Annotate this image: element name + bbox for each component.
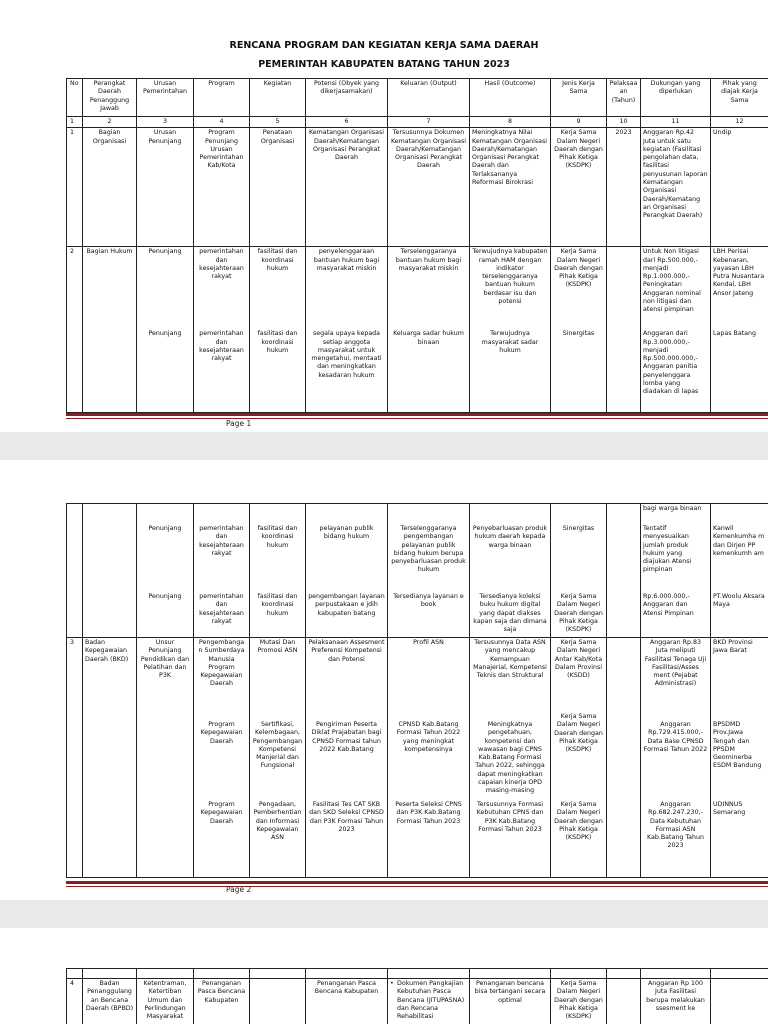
col-number: 9: [551, 117, 607, 128]
cell-dukungan: [641, 504, 711, 638]
cell-dukungan: [641, 247, 711, 413]
cell-program: Program Penunjang Urusan Pemerintahan Kab/Kota: [194, 128, 250, 247]
col-header-dukungan: Dukungan yang diperlukan: [641, 79, 711, 117]
page-number: Page 2: [226, 885, 252, 894]
cell-keluaran: Tersusunnya Dokumen Kematangan Organisasi Daerah/Kematangan Organisasi Perangkat Daerah: [388, 128, 470, 247]
cell-pihak-text: BPSDMD Prov.Jawa Tengah dan PPSDM Geominerba ESDM Bandung: [713, 721, 762, 770]
cell-kegiatan: Penataan Organisasi: [250, 128, 306, 247]
spacer: [390, 505, 467, 525]
cell-pd-text: Badan Kepegawaian Daerah (BKD): [85, 639, 129, 663]
cell-kegiatan-text: Sertifikasi, Kelembagaan, Pengembangan Kompetensi Manjerial dan Fungsional: [252, 721, 303, 770]
cell-keluaran-text: Profil ASN: [413, 639, 444, 646]
cell-urusan: [137, 638, 194, 878]
cell-jenis-text: Kerja Sama Dalam Negeri Daerah dengan Pihak Ketiga (KSDPK): [554, 248, 603, 289]
cell-jenis: [551, 247, 607, 413]
document-page-3: [0, 928, 768, 1024]
cell-keluaran-text: Peserta Seleksi CPNS dan P3K Kab.Batang Formasi Tahun 2023: [395, 801, 462, 825]
cell-dukungan: [641, 638, 711, 878]
cell-potensi-text: penyelenggaraan bantuan hukum bagi masyarakat miskin: [313, 248, 380, 272]
col-header-tahun: Pelaksaaan (Tahun): [607, 79, 641, 117]
cell-pd-text: Bagian Hukum: [86, 248, 133, 256]
document-page-2: [0, 460, 768, 900]
cell-pd: [83, 504, 137, 638]
cell-potensi-text: Pengiriman Peserta Diklat Prajabatan bagi CPNSD Formasi tahun 2022 Kab.Batang: [311, 721, 382, 753]
cell-program-text: pemerintahan dan kesejahteraan rakyat: [199, 248, 244, 281]
footer-rule-thin: [66, 886, 768, 887]
cell-potensi: Kematangan Organisasi Daerah/Kematangan Organisasi Perangkat Daerah: [306, 128, 388, 247]
cell-potensi: [306, 504, 388, 638]
cell-kegiatan-text: Pengadaan, Pemberhentian dan Informasi Kepegawaian ASN: [253, 801, 302, 842]
program-table-page-3: [66, 968, 768, 1024]
cell-program: [194, 247, 250, 413]
footer-rule: [66, 881, 768, 884]
cell-urusan: Urusan Penunjang: [137, 128, 194, 247]
cell-empty: [137, 969, 194, 979]
cell-program: [194, 504, 250, 638]
cell-jenis: Kerja Sama Dalam Negeri Daerah dengan Pihak Ketiga (KSDPK): [551, 979, 607, 1024]
cell-kegiatan: [250, 979, 306, 1024]
header-row: [67, 79, 768, 117]
cell-dukungan-text: Anggaran Rp.682.247.230,- Data Kebutuhan Formasi ASN Kab.Batang Tahun 2023: [646, 801, 704, 850]
cell-keluaran-text: Dokumen Pangkajian Kebutuhan Pasca Bencana (JITUPASNA) dan Rencana Rehabilitasi: [397, 980, 465, 1021]
col-number: 12: [711, 117, 768, 128]
cell-kegiatan-text: fasilitasi dan koordinasi hukum: [257, 330, 298, 354]
cell-hasil-text: Tersusunnya Formasi Kebutuhan CPNS dan P3K Kab.Batang Formasi Tahun 2023: [476, 801, 544, 833]
cell-potensi-text: segala upaya kepada setiap anggota masyarakat untuk mengetahui, mentaati dan meningkatkan kesadaran hukum: [311, 330, 382, 379]
cell-dukungan-text: Anggaran Rp.83 Juta meliputi Fasilitasi Tenaga Uji Fasilitasi/Asses ment (Pejabat Administrasi): [644, 639, 707, 688]
cell-dukungan-text: Untuk Non litigasi dari Rp.500.000,- menjadi Rp.1.000.000,- Peningkatan Anggaran nominal non litigasi dan atensi pimpinan: [643, 248, 701, 314]
cell-program-text: Program Kepegawaian Daerah: [200, 721, 243, 745]
cell-potensi-text: Fasilitasi Tes CAT SKB dan SKD Seleksi CPNSD dan P3K Formasi Tahun 2023: [309, 801, 384, 833]
col-number: 6: [306, 117, 388, 128]
col-header-pihak: Pihak yang diajak Kerja Sama: [711, 79, 768, 117]
spacer: [139, 505, 191, 525]
cell-hasil-text: Meningkatnya pengetahuan, kompetensi dan wawasan bagi CPNS Kab.Batang Formasi Tahun 2022, sehingga dapat meningkatkan capaian kinerja OPD masing-masing: [475, 721, 545, 795]
cell-program-text: Program Kepegawaian Daerah: [200, 801, 243, 825]
cell-kegiatan-text: fasilitasi dan koordinasi hukum: [257, 525, 298, 549]
cell-dukungan-carry: bagi warga binaan: [643, 505, 702, 512]
cell-pihak-text: Lapas Batang: [713, 330, 756, 338]
cell-empty: [641, 969, 711, 979]
cell-tahun: [607, 504, 641, 638]
cell-pihak: [711, 638, 768, 878]
cell-urusan: [137, 504, 194, 638]
cell-empty: [551, 969, 607, 979]
cell-dukungan-text: Anggaran dari Rp.3.000.000,- menjadi Rp.500.000.000,- Anggaran panitia penyelenggara lomba yang diadakan di lapas: [643, 330, 699, 396]
cell-jenis-text: Kerja Sama Dalam Negeri Antar Kab/Kota Dalam Provinsi (KSDD): [554, 639, 603, 680]
spacer: [713, 505, 766, 525]
table-row: [67, 979, 768, 1024]
cell-pd: Badan Penanggulang an Bencana Daerah (BPBD): [83, 979, 137, 1024]
table-row: [67, 128, 768, 247]
cell-empty: [194, 969, 250, 979]
cell-pd: [83, 638, 137, 878]
column-number-row: [67, 117, 768, 128]
cell-pd: [83, 247, 137, 413]
cell-pihak-text: Kanwil Kemenkumha m dan Dirjen PP kemenkumh am: [713, 525, 765, 557]
cell-urusan-text: Penunjang: [148, 330, 182, 338]
col-number: 3: [137, 117, 194, 128]
cell-empty: [388, 969, 470, 979]
cell-hasil-text: Tersusunnya Data ASN yang mencakup Kemampuan Manajerial, Kompetensi Teknis dan Struktural: [473, 639, 547, 680]
col-header-kegiatan: Kegiatan: [250, 79, 306, 117]
program-table-page-1: [66, 78, 768, 413]
cell-hasil-text: Terwujudnya kabupaten ramah HAM dengan indikator terselenggaranya bantuan hukum berdasar isu dan potensi: [472, 248, 548, 306]
cell-potensi: Penanganan Pasca Bencana Kabupaten: [306, 979, 388, 1024]
col-number: 1: [67, 117, 83, 128]
cell-keluaran-text: Keluarga sadar hukum binaan: [393, 330, 464, 346]
cell-kegiatan-text: fasilitasi dan koordinasi hukum: [257, 593, 298, 617]
cell-urusan-text: Penunjang: [148, 248, 182, 256]
cell-empty: [470, 969, 551, 979]
cell-empty: [83, 969, 137, 979]
cell-empty: [250, 969, 306, 979]
cell-no: [67, 504, 83, 638]
cell-potensi-text: pengembangan layanan perpustakaan e jdih kabupaten batang: [308, 593, 385, 617]
cell-kegiatan: [250, 504, 306, 638]
cell-hasil-text: Terwujudnya masyarakat sadar hukum: [481, 330, 539, 354]
cell-hasil: [470, 247, 551, 413]
spacer: [472, 505, 548, 525]
col-header-hasil: Hasil (Outcome): [470, 79, 551, 117]
footer-rule: [66, 413, 768, 416]
cell-dukungan-text: Rp.6.000.000,- Anggaran dan Atensi Pimpinan: [643, 593, 694, 617]
spacer: [196, 505, 247, 525]
cell-urusan-text: Penunjang: [148, 593, 182, 600]
cell-jenis-text: Kerja Sama Dalam Negeri Daerah dengan Pihak Ketiga (KSDPK): [554, 593, 603, 634]
cell-pihak-text: UDINNUS Semarang: [713, 801, 746, 817]
cell-kegiatan-text: Mutasi Dan Promosi ASN: [257, 639, 298, 655]
col-number: 2: [83, 117, 137, 128]
cell-no: [67, 638, 83, 878]
cell-keluaran-text: Tersedianya layanan e book: [393, 593, 464, 609]
cell-jenis: [551, 504, 607, 638]
cell-kegiatan: [250, 247, 306, 413]
cell-empty: [711, 969, 768, 979]
cell-jenis-text: Sinergitas: [562, 525, 595, 532]
col-header-urusan: Urusan Pemerintahan: [137, 79, 194, 117]
cell-pihak: [711, 504, 768, 638]
cell-keluaran-text: CPNSD Kab.Batang Formasi Tahun 2022 yang meningkat kompetensinya: [396, 721, 461, 753]
program-table-page-2: [66, 503, 768, 878]
cell-jenis: [551, 638, 607, 878]
spacer: [252, 505, 303, 525]
cell-no: 4: [67, 979, 83, 1024]
cell-dukungan-text: Tentatif menyesuaikan jumlah produk hukum yang diajukan Atensi pimpinan: [643, 525, 692, 574]
document-page-1: [0, 0, 768, 432]
cell-program-text: pemerintahan dan kesejahteraan rakyat: [199, 525, 244, 557]
cell-program: [194, 638, 250, 878]
bullet-icon: •: [390, 980, 394, 987]
col-number: 11: [641, 117, 711, 128]
cell-empty: [306, 969, 388, 979]
cell-tahun: [607, 247, 641, 413]
cell-pihak: [711, 979, 768, 1024]
cell-empty: [607, 969, 641, 979]
col-number: 10: [607, 117, 641, 128]
cell-hasil-text: Penyebarluasan produk hukum daerah kepada warga binaan: [472, 525, 548, 549]
cell-potensi: [306, 638, 388, 878]
cell-program-text: pemerintahan dan kesejahteraan rakyat: [199, 593, 244, 625]
col-header-no: No: [67, 79, 83, 117]
table-row: [67, 504, 768, 638]
cell-keluaran: [388, 638, 470, 878]
cell-keluaran: [388, 979, 470, 1024]
cell-jenis: Kerja Sama Dalam Negeri Daerah dengan Pihak Ketiga (KSDPK): [551, 128, 607, 247]
cell-hasil: Meningkatnya Nilai Kematangan Organisasi Daerah/Kematangan Organisasi Perangkat Daerah dan Terlaksananya Reformasi Birokrasi: [470, 128, 551, 247]
cell-potensi-text: pelayanan publik bidang hukum: [319, 525, 374, 541]
cell-jenis-text: Sinergitas: [562, 330, 595, 338]
cell-pihak: Undip: [711, 128, 768, 247]
cell-potensi: [306, 247, 388, 413]
table-row: [67, 969, 768, 979]
cell-no: [67, 247, 83, 413]
cell-no-text: 3: [70, 639, 75, 646]
bullet-item: [390, 980, 467, 1021]
cell-potensi-text: Pelaksanaan Assesment Preferensi Kompetensi dan Potensi: [308, 639, 385, 663]
cell-no-text: 2: [70, 248, 75, 256]
cell-program-text: Pengembanga n Sumberdaya Manusia Program Kepegawaian Daerah: [198, 639, 245, 688]
col-header-jenis: Jenis Kerja Sama: [551, 79, 607, 117]
col-header-potensi: Potensi (Obyek yang dikerjasamakan): [306, 79, 388, 117]
cell-hasil: [470, 638, 551, 878]
cell-pihak: [711, 247, 768, 413]
cell-dukungan: Anggaran Rp 100 Juta Fasilitasi berupa melakukan ssesment ke: [641, 979, 711, 1024]
cell-keluaran-text: Terselenggaranya pengembangan pelayanan publik bidang hukum berupa penyebarluasan produk hukum: [391, 525, 466, 574]
footer-rule-thin: [66, 418, 768, 419]
cell-keluaran-text: Terselenggaranya bantuan hukum bagi masyarakat miskin: [395, 248, 462, 272]
document-subtitle: PEMERINTAH KABUPATEN BATANG TAHUN 2023: [258, 59, 510, 70]
document-title: RENCANA PROGRAM DAN KEGIATAN KERJA SAMA DAERAH: [229, 40, 539, 51]
cell-program-text: pemerintahan dan kesejahteraan rakyat: [199, 330, 244, 363]
col-header-pd: Perangkat Daerah Penanggung Jawab: [83, 79, 137, 117]
cell-dukungan-text: Anggaran Rp.729.415.000,- Data Base CPNSD Formasi Tahun 2022: [643, 721, 708, 753]
cell-hasil: Penanganan bencana bisa tertangani secara optimal: [470, 979, 551, 1024]
cell-tahun: 2023: [607, 128, 641, 247]
cell-pihak-text: LBH Perisai Kebenaran, yayasan LBH Putra Nusantara Kendal, LBH Ansor Jateng: [713, 248, 765, 297]
cell-pihak-text: PT.Woolu Aksara Maya: [713, 593, 765, 609]
cell-urusan: [137, 247, 194, 413]
col-header-keluaran: Keluaran (Output): [388, 79, 470, 117]
cell-hasil-text: Tersedianya koleksi buku hukum digital yang dapat diakses kapan saja dan dimana saja: [473, 593, 547, 634]
cell-kegiatan: [250, 638, 306, 878]
cell-jenis-text: Kerja Sama Dalam Negeri Daerah dengan Pihak Ketiga (KSDPK): [554, 801, 603, 842]
cell-tahun: [607, 638, 641, 878]
cell-jenis-text: Kerja Sama Dalam Negeri Daerah dengan Pihak Ketiga (KSDPK): [554, 713, 603, 754]
cell-empty: [67, 969, 83, 979]
cell-pihak-text: BKD Provinsi Jawa Barat: [713, 639, 753, 655]
page-number: Page 1: [226, 419, 252, 428]
cell-keluaran: [388, 504, 470, 638]
table-row: [67, 247, 768, 413]
cell-kegiatan-text: fasilitasi dan koordinasi hukum: [257, 248, 298, 272]
col-number: 8: [470, 117, 551, 128]
spacer: [553, 505, 604, 525]
col-number: 4: [194, 117, 250, 128]
table-row: [67, 638, 768, 878]
cell-urusan-text: Unsur Penunjang Pendidikan dan Pelatihan dan P3K: [140, 639, 190, 680]
cell-keluaran: [388, 247, 470, 413]
cell-urusan: Ketentraman, Ketertiban Umum dan Perlindungan Masyarakat: [137, 979, 194, 1024]
spacer: [308, 505, 385, 525]
cell-program: Penanganan Pasca Bencana Kabupaten: [194, 979, 250, 1024]
cell-dukungan: Anggaran Rp.42 Juta untuk satu kegiatan (Fasilitasi pengolahan data, fasilitasi penyusunan laporan Kematangan Organisasi Daerah/Kematang an Organisasi Perangkat Daerah): [641, 128, 711, 247]
cell-pd: Bagian Organisasi: [83, 128, 137, 247]
col-header-program: Program: [194, 79, 250, 117]
cell-urusan-text: Penunjang: [148, 525, 182, 532]
col-number: 7: [388, 117, 470, 128]
col-number: 5: [250, 117, 306, 128]
cell-tahun: [607, 979, 641, 1024]
cell-no: 1: [67, 128, 83, 247]
cell-hasil: [470, 504, 551, 638]
